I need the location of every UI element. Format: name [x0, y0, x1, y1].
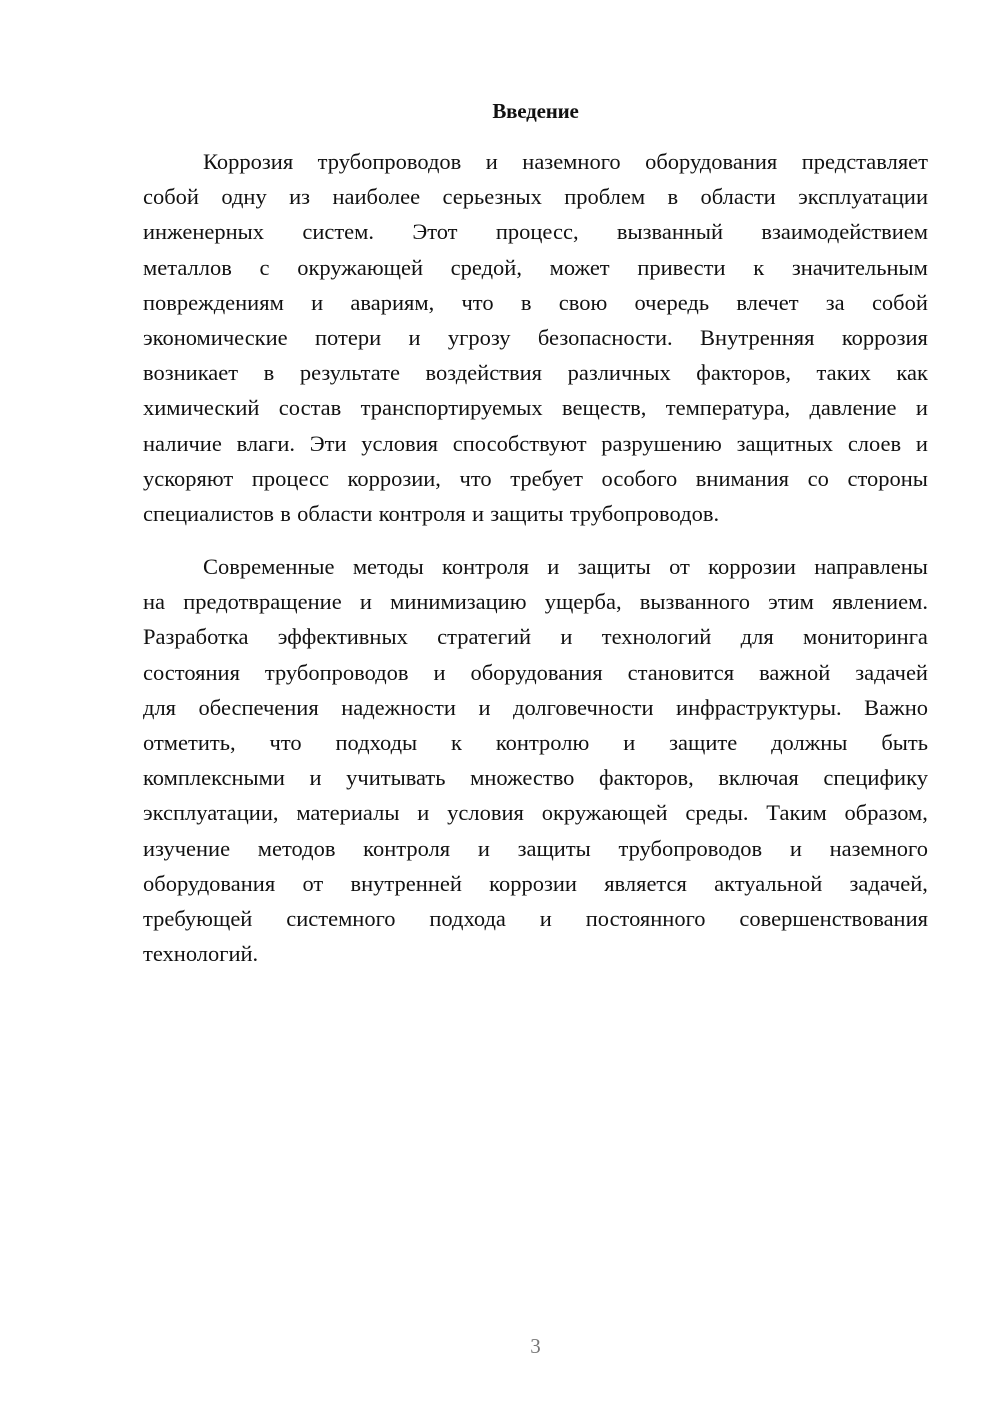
paragraph-1	[143, 144, 928, 531]
page-number: 3	[530, 1334, 541, 1358]
text-line: химический состав транспортируемых веществ, температура, давление и	[143, 395, 928, 421]
text-line: Современные методы контроля и защиты от коррозии направлены	[203, 554, 928, 579]
text-line: специалистов в области контроля и защиты трубопроводов.	[143, 500, 720, 526]
text-line: технологий.	[143, 941, 259, 967]
text-line: состояния трубопроводов и оборудования становится важной задачей	[143, 659, 928, 685]
text-line: возникает в результате воздействия различных факторов, таких как	[143, 360, 928, 386]
text-line: инженерных систем. Этот процесс, вызванный взаимодействием	[143, 219, 928, 245]
text-line: повреждениям и авариям, что в свою очередь влечет за собой	[143, 289, 928, 315]
text-line: на предотвращение и минимизацию ущерба, вызванного этим явлением.	[143, 589, 928, 615]
text-line: для обеспечения надежности и долговечности инфраструктуры. Важно	[143, 694, 928, 720]
text-line: экономические потери и угрозу безопасности. Внутренняя коррозия	[143, 324, 928, 350]
paragraph-2	[143, 549, 928, 971]
text-line: комплексными и учитывать множество факторов, включая специфику	[143, 765, 928, 791]
text-line: оборудования от внутренней коррозии является актуальной задачей,	[143, 870, 928, 896]
text-line: Разработка эффективных стратегий и технологий для мониторинга	[143, 624, 928, 650]
text-line: эксплуатации, материалы и условия окружающей среды. Таким образом,	[143, 800, 928, 826]
text-line: ускоряют процесс коррозии, что требует особого внимания со стороны	[143, 465, 928, 491]
text-line: собой одну из наиболее серьезных проблем в области эксплуатации	[143, 184, 928, 210]
text-line: отметить, что подходы к контролю и защите должны быть	[143, 729, 928, 755]
text-line: наличие влаги. Эти условия способствуют разрушению защитных слоев и	[143, 430, 928, 456]
text-line: требующей системного подхода и постоянного совершенствования	[143, 905, 928, 931]
text-line: металлов с окружающей средой, может привести к значительным	[143, 254, 928, 280]
text-line: изучение методов контроля и защиты трубопроводов и наземного	[143, 835, 928, 861]
text-line: Коррозия трубопроводов и наземного оборудования представляет	[203, 149, 928, 174]
section-title: Введение	[492, 99, 579, 123]
